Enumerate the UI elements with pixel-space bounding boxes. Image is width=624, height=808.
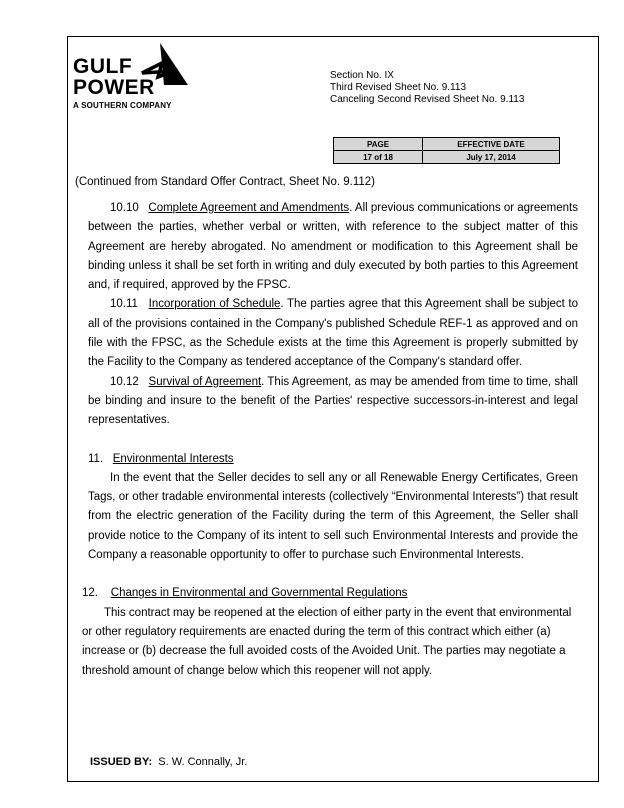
page-value: 17 of 18 bbox=[334, 151, 423, 164]
logo-line-2: POWER bbox=[73, 76, 155, 99]
section-12-heading bbox=[82, 584, 578, 603]
section-header bbox=[330, 70, 524, 106]
section-num: 10.10 bbox=[110, 202, 139, 214]
issued-by-name: S. W. Connally, Jr. bbox=[158, 756, 248, 768]
section-12-line: or other regulatory requirements are enacted during the term of this contract which either (a) bbox=[82, 625, 551, 638]
section-10-10 bbox=[88, 199, 578, 295]
issued-by-label: ISSUED BY: bbox=[90, 756, 153, 768]
effective-date-value: July 17, 2014 bbox=[423, 151, 560, 164]
page-label: PAGE bbox=[334, 138, 423, 151]
section-12-text bbox=[82, 604, 578, 681]
canceling-sheet: Canceling Second Revised Sheet No. 9.113 bbox=[330, 94, 525, 105]
section-title: Incorporation of Schedule bbox=[148, 298, 281, 311]
document-body bbox=[82, 199, 579, 681]
section-11-heading bbox=[88, 450, 578, 469]
continued-note: (Continued from Standard Offer Contract, Sheet No. 9.112) bbox=[75, 176, 376, 188]
section-title: Environmental Interests bbox=[112, 452, 234, 465]
section-10-11 bbox=[88, 295, 578, 372]
section-num: 12. bbox=[82, 587, 98, 600]
section-text: . This Agreement, as may be amended from time to time, shall be binding and insure to the benefit of the Parties' respective successors-in-interest and legal representatives. bbox=[88, 375, 578, 427]
page-date-table bbox=[333, 137, 560, 164]
section-11-text: In the event that the Seller decides to sell any or all Renewable Energy Certificates, Green Tags, or other tradable environmental interests (collectively “Environmental Interests”) that result from the electric generation of the Facility during the term of this Agreement, the Seller shall provide notice to the Company of its intent to sell such Environmental Interests and provide the Company a reasonable opportunity to offer to purchase such Environmental Interests. bbox=[88, 471, 578, 562]
section-number: Section No. IX bbox=[330, 70, 394, 81]
gulf-power-logo bbox=[73, 43, 193, 113]
section-num: 10.12 bbox=[110, 375, 139, 388]
logo-tagline: A SOUTHERN COMPANY bbox=[73, 101, 172, 110]
sheet-number: Third Revised Sheet No. 9.113 bbox=[330, 82, 467, 93]
section-num: 10.11 bbox=[110, 298, 138, 311]
section-text: . The parties agree that this Agreement shall be subject to all of the provisions contained in the Company's published Schedule REF-1 as approved and on file with the FPSC, as the Schedule exists at the time this Agreement is properly submitted by the Facility to the Company as tendered acceptance of the Company's standard offer. bbox=[88, 298, 579, 369]
section-title: Survival of Agreement bbox=[148, 375, 262, 388]
section-12-line: increase or (b) decrease the full avoided costs of the Avoided Unit. The parties may negotiate a bbox=[82, 645, 566, 658]
section-10-12 bbox=[88, 373, 578, 431]
section-title: Complete Agreement and Amendments bbox=[148, 202, 350, 214]
effective-date-label: EFFECTIVE DATE bbox=[423, 138, 560, 151]
logo-line-1: GULF bbox=[73, 55, 133, 78]
section-text: . All previous communications or agreements between the parties, whether verbal or written, with reference to the subject matter of this Agreement are hereby abrogated. No amendment or modification to this Agreement shall be binding unless it shall be set forth in writing and duly executed by both parties to this Agreement and, if required, approved by the FPSC. bbox=[88, 202, 578, 292]
issued-by bbox=[90, 756, 247, 768]
section-title: Changes in Environmental and Governmental Regulations bbox=[110, 587, 408, 600]
section-num: 11. bbox=[88, 452, 104, 465]
section-12-line: This contract may be reopened at the election of either party in the event that environmental bbox=[104, 606, 572, 619]
section-12-line: threshold amount of change below which this reopener will not apply. bbox=[82, 664, 433, 677]
